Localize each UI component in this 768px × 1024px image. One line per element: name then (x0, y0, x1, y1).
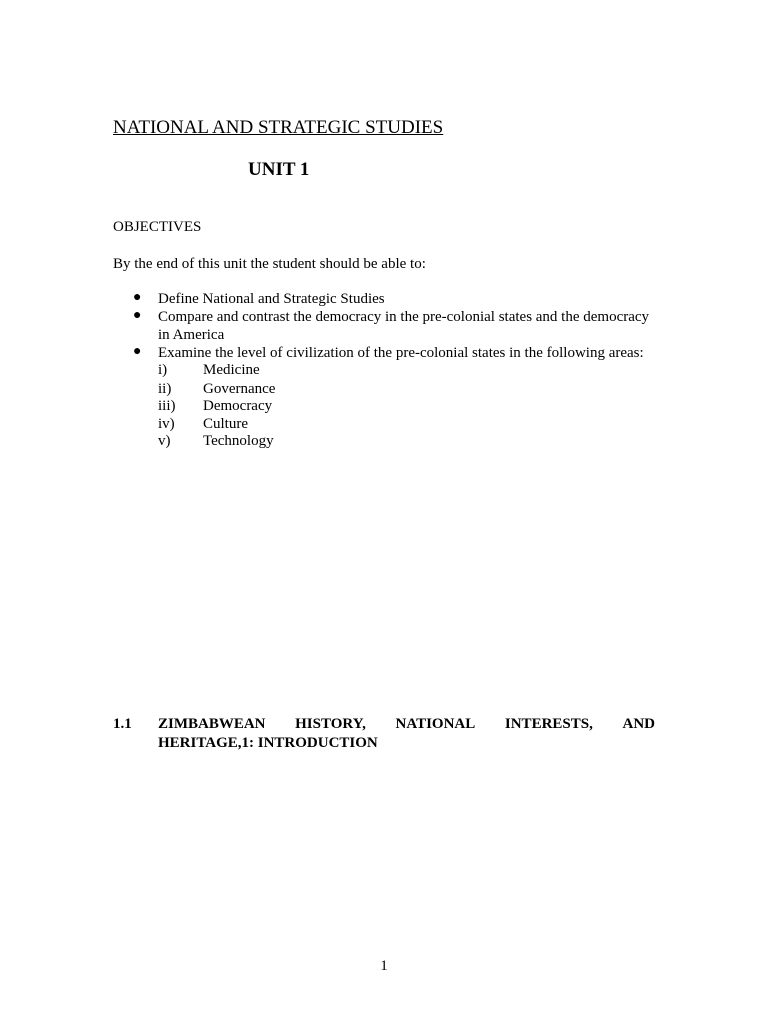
sub-item-label: Culture (203, 416, 248, 432)
sub-item-number: iii) (158, 398, 176, 414)
section-heading-word: AND (622, 716, 655, 732)
objectives-heading: OBJECTIVES (113, 219, 202, 235)
section-number: 1.1 (113, 716, 132, 732)
bullet-icon: ● (133, 308, 142, 323)
section-heading-line-1 (158, 716, 655, 733)
page-number: 1 (380, 958, 388, 974)
document-title: NATIONAL AND STRATEGIC STUDIES (113, 117, 444, 138)
bullet-icon: ● (133, 290, 142, 305)
bullet-icon: ● (133, 344, 142, 359)
sub-item-number: v) (158, 433, 171, 449)
sub-item-number: i) (158, 362, 168, 378)
intro-text: By the end of this unit the student should be able to: (113, 256, 426, 272)
section-heading-word: INTERESTS, (504, 716, 593, 732)
section-heading-word: NATIONAL (395, 716, 476, 732)
sub-item-number: ii) (158, 381, 172, 397)
list-item: Examine the level of civilization of the pre-colonial states in the following areas: (158, 345, 644, 361)
sub-item-label: Technology (203, 433, 274, 449)
sub-item-label: Medicine (203, 362, 260, 378)
list-item-continuation: in America (158, 327, 225, 343)
unit-heading: UNIT 1 (248, 159, 310, 180)
list-item: Compare and contrast the democracy in the pre-colonial states and the democracy (158, 309, 650, 325)
section-heading-line-2: HERITAGE,1: INTRODUCTION (158, 735, 378, 751)
sub-item-label: Democracy (203, 398, 273, 414)
section-heading-word: HISTORY, (295, 716, 366, 732)
sub-item-number: iv) (158, 416, 175, 432)
sub-item-label: Governance (203, 381, 276, 397)
list-item: Define National and Strategic Studies (158, 291, 385, 307)
section-heading-word: ZIMBABWEAN (158, 716, 266, 732)
